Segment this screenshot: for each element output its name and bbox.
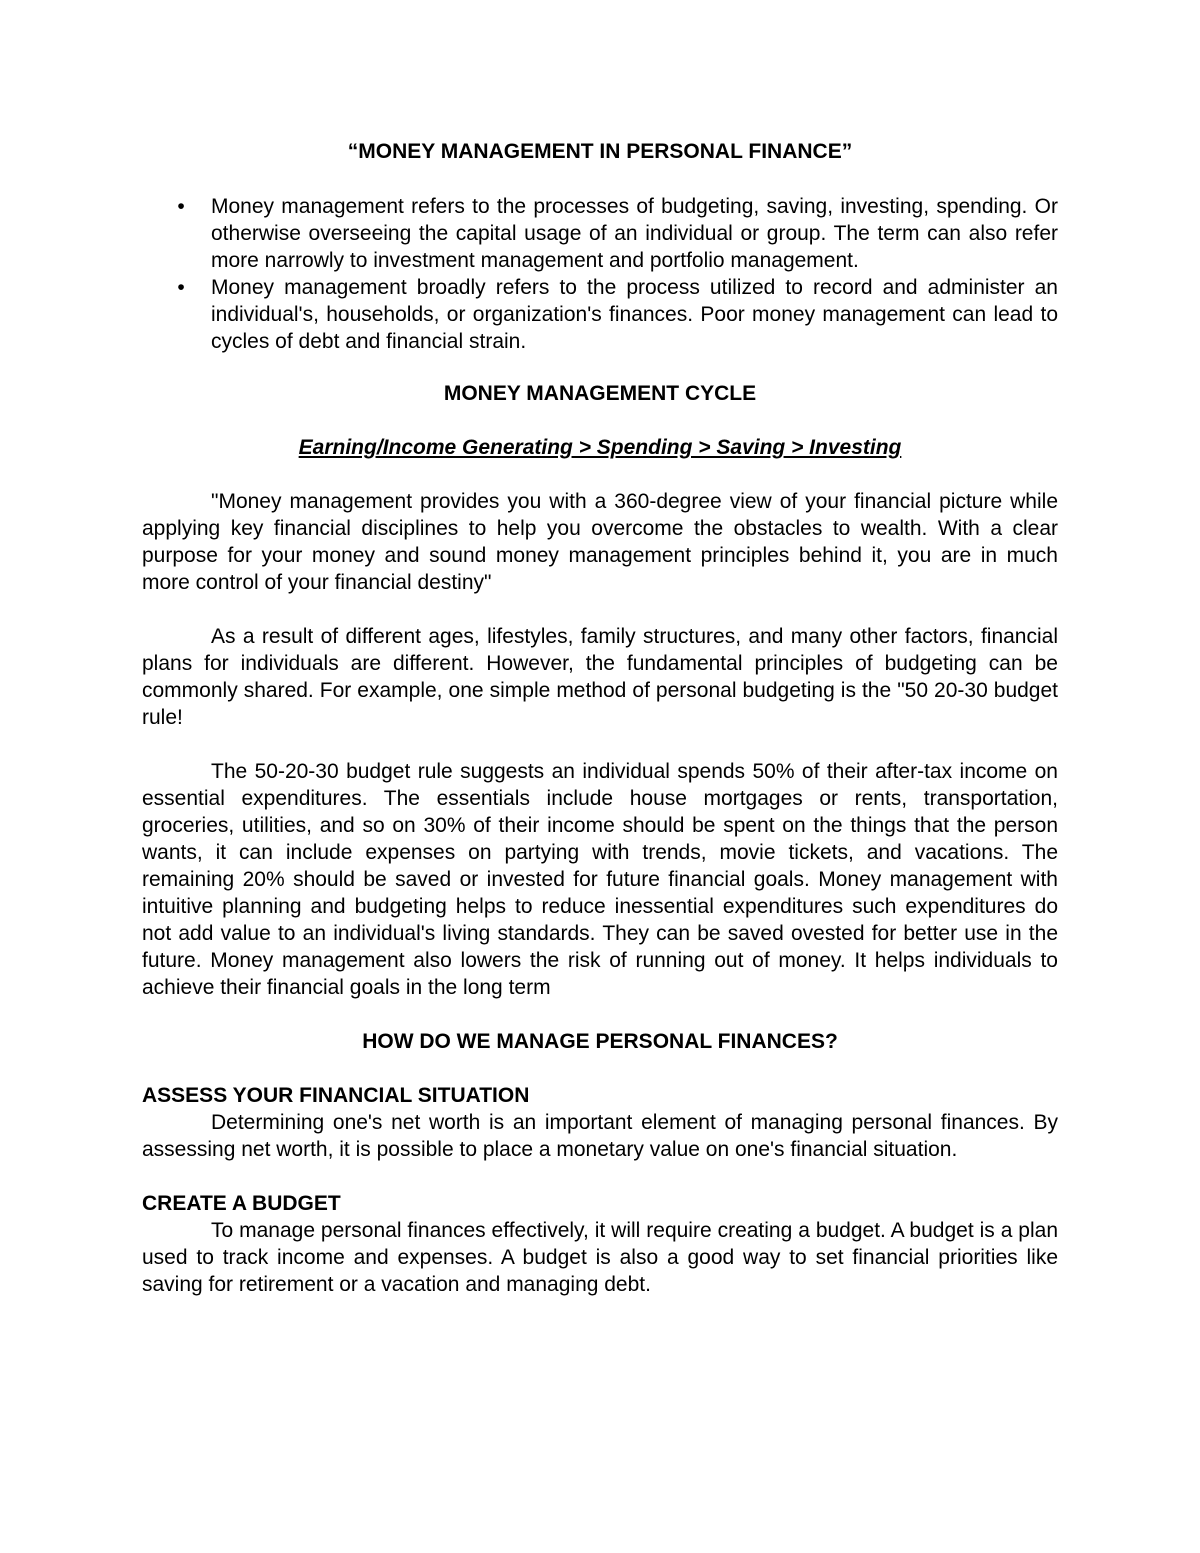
assess-heading: ASSESS YOUR FINANCIAL SITUATION	[142, 1084, 530, 1107]
bullet-item	[142, 274, 1058, 355]
bullet-icon: •	[177, 276, 185, 299]
document-title: “MONEY MANAGEMENT IN PERSONAL FINANCE”	[347, 140, 853, 163]
budget-body: To manage personal finances effectively, it will require creating a budget. A budget is a plan used to track income and expenses. A budget is also a good way to set financial priorities like saving for retirement or a vacation and managing debt.	[142, 1219, 1058, 1296]
budget-section	[142, 1190, 1058, 1298]
document-page	[142, 138, 1058, 1298]
bullet-text: Money management broadly refers to the process utilized to record and administer an individual's, households, or organization's finances. Poor money management can lead to cycles of debt and financial strain.	[211, 276, 1058, 353]
manage-heading: HOW DO WE MANAGE PERSONAL FINANCES?	[362, 1030, 838, 1053]
budget-rule-paragraph: The 50-20-30 budget rule suggests an individual spends 50% of their after-tax income on essential expenditures. The essentials include house mortgages or rents, transportation, groceries, utilities, and so on 30% of their income should be spent on the things that the person wants, it can include expenses on partying with trends, movie tickets, and vacations. The remaining 20% should be saved or invested for future financial goals. Money management with intuitive planning and budgeting helps to reduce inessential expenditures such expenditures do not add value to an individual's living standards. They can be saved ovested for better use in the future. Money management also lowers the risk of running out of money. It helps individuals to achieve their financial goals in the long term	[142, 760, 1058, 999]
budget-heading: CREATE A BUDGET	[142, 1192, 341, 1215]
bullet-icon: •	[177, 195, 185, 218]
bullet-item	[142, 193, 1058, 274]
cycle-steps: Earning/Income Generating > Spending > Saving > Investing	[298, 436, 902, 459]
assess-section	[142, 1082, 1058, 1163]
quote-paragraph: "Money management provides you with a 360-degree view of your financial picture while applying key financial disciplines to help you overcome the obstacles to wealth. With a clear purpose for your money and sound money management principles behind it, you are in much more control of your financial destiny"	[142, 490, 1058, 594]
definition-bullet-list	[142, 193, 1058, 355]
budgeting-paragraph: As a result of different ages, lifestyles, family structures, and many other factors, financial plans for individuals are different. However, the fundamental principles of budgeting can be commonly shared. For example, one simple method of personal budgeting is the "50 20-30 budget rule!	[142, 625, 1058, 729]
cycle-heading: MONEY MANAGEMENT CYCLE	[443, 382, 757, 405]
bullet-text: Money management refers to the processes of budgeting, saving, investing, spending. Or otherwise overseeing the capital usage of an individual or group. The term can also refer more narrowly to investment management and portfolio management.	[211, 195, 1058, 272]
assess-body: Determining one's net worth is an important element of managing personal finances. By assessing net worth, it is possible to place a monetary value on one's financial situation.	[142, 1111, 1058, 1161]
